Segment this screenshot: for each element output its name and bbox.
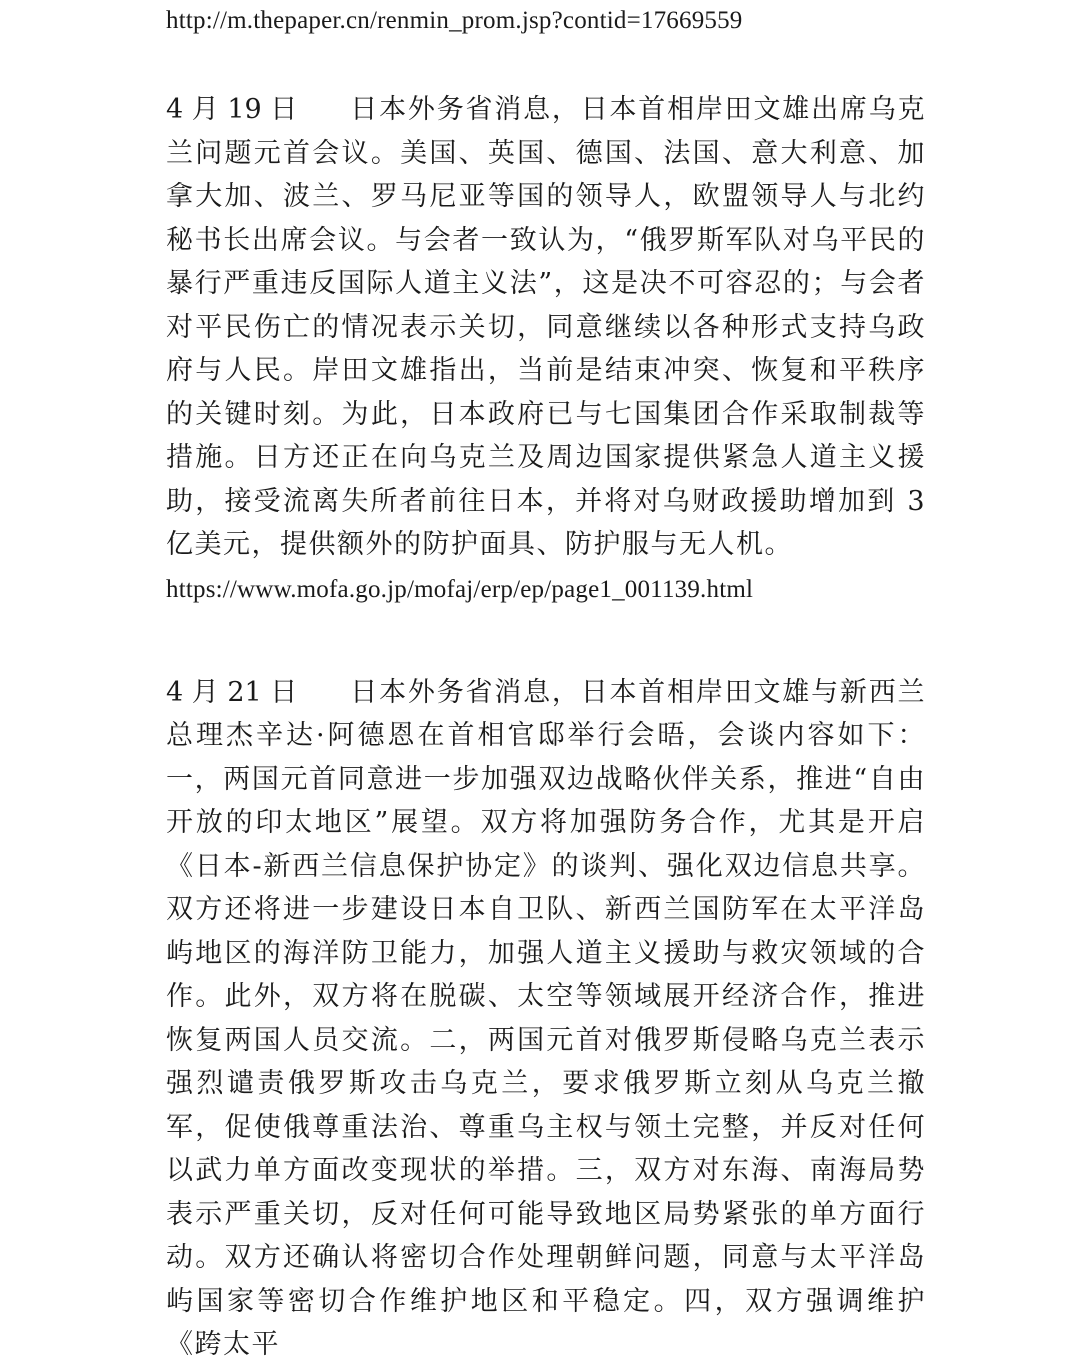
document-page [166, 0, 926, 1367]
entry-text: 日本外务省消息，日本首相岸田文雄出席乌克兰问题元首会议。美国、英国、德国、法国、意大利意、加拿大加、波兰、罗马尼亚等国的领导人，欧盟领导人与北约秘书长出席会议。与会者一致认为，“俄罗斯军队对乌平民的暴行严重违反国际人道主义法”，这是决不可容忍的；与会者对平民伤亡的情况表示关切，同意继续以各种形式支持乌政府与人民。岸田文雄指出，当前是结束冲突、恢复和平秩序的关键时刻。为此，日本政府已与七国集团合作采取制裁等措施。日方还正在向乌克兰及周边国家提供紧急人道主义援助，接受流离失所者前往日本，并将对乌财政援助增加到 3 亿美元，提供额外的防护面具、防护服与无人机。 [166, 94, 926, 560]
entry-date: 4 月 19 日 [166, 94, 298, 125]
entry-date: 4 月 21 日 [166, 676, 298, 708]
source-url[interactable]: http://m.thepaper.cn/renmin_prom.jsp?contid=17669559 [166, 7, 743, 34]
entry-text: 日本外务省消息，日本首相岸田文雄与新西兰总理杰辛达·阿德恩在首相官邸举行会晤，会谈内容如下：一，两国元首同意进一步加强双边战略伙伴关系，推进“自由开放的印太地区”展望。双方将加强防务合作，尤其是开启《日本-新西兰信息保护协定》的谈判、强化双边信息共享。双方还将进一步建设日本自卫队、新西兰国防军在太平洋岛屿地区的海洋防卫能力，加强人道主义援助与救灾领域的合作。此外，双方将在脱碳、太空等领域展开经济合作，推进恢复两国人员交流。二，两国元首对俄罗斯侵略乌克兰表示强烈谴责俄罗斯攻击乌克兰，要求俄罗斯立刻从乌克兰撤军，促使俄尊重法治、尊重乌主权与领土完整，并反对任何以武力单方面改变现状的举措。三，双方对东海、南海局势表示严重关切，反对任何可能导致地区局势紧张的单方面行动。双方还确认将密切合作处理朝鲜问题，同意与太平洋岛屿国家等密切合作维护地区和平稳定。四，双方强调维护《跨太平 [166, 676, 926, 1360]
spacer [166, 42, 926, 88]
news-entry [166, 88, 926, 567]
news-entry [166, 671, 926, 1367]
source-url[interactable]: https://www.mofa.go.jp/mofaj/erp/ep/page1_001139.html [166, 575, 754, 603]
spacer [166, 611, 926, 671]
